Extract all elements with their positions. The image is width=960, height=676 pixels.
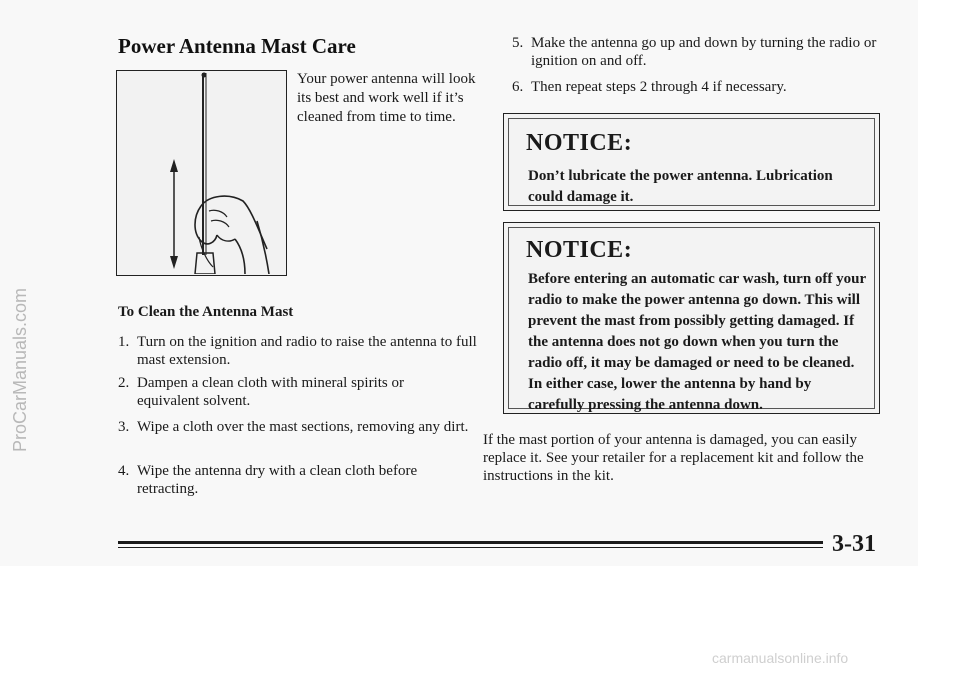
step-item	[118, 462, 463, 498]
step-item	[512, 34, 882, 70]
section-heading: To Clean the Antenna Mast	[118, 304, 294, 320]
step-number: 4.	[118, 463, 130, 479]
watermark: ProCarManuals.com	[10, 287, 30, 452]
step-text: Wipe the antenna dry with a clean cloth before retracting.	[137, 463, 418, 497]
step-number: 1.	[118, 334, 130, 350]
footer-rule	[118, 541, 823, 544]
step-number: 3.	[118, 419, 130, 435]
antenna-illustration	[116, 70, 287, 276]
step-item	[118, 418, 473, 436]
step-number: 5.	[512, 35, 524, 51]
step-text: Wipe a cloth over the mast sections, removing any dirt.	[137, 419, 469, 435]
step-number: 6.	[512, 79, 524, 95]
notice-heading: NOTICE:	[526, 130, 633, 156]
step-text: Dampen a clean cloth with mineral spirits or equivalent solvent.	[137, 375, 405, 409]
step-item	[118, 333, 483, 369]
notice-body: Don’t lubricate the power antenna. Lubrication could damage it.	[528, 168, 833, 205]
intro-text: Your power antenna will look its best and work well if it’s cleaned from time to time.	[297, 71, 476, 125]
footer-rule-thin	[118, 547, 823, 548]
step-item	[512, 78, 882, 96]
footer-url: carmanualsonline.info	[712, 650, 849, 666]
notice-box-car-wash	[503, 222, 880, 414]
page-number: 3-31	[832, 531, 876, 557]
page-title: Power Antenna Mast Care	[118, 34, 356, 58]
notice-box-lubrication	[503, 113, 880, 211]
replacement-text: If the mast portion of your antenna is damaged, you can easily replace it. See your retailer for a replacement kit and follow the instructions in the kit.	[483, 432, 864, 484]
notice-heading: NOTICE:	[526, 237, 633, 263]
step-number: 2.	[118, 375, 130, 391]
notice-body: Before entering an automatic car wash, turn off your radio to make the power antenna go down. This will prevent the mast from possibly getting damaged. If the antenna does not go down when you turn the radio off, it may be damaged or need to be cleaned. In either case, lower the antenna by hand by carefully pressing the antenna down.	[528, 271, 866, 413]
step-text: Turn on the ignition and radio to raise the antenna to full mast extension.	[137, 334, 477, 368]
step-text: Then repeat steps 2 through 4 if necessary.	[531, 79, 787, 95]
step-item	[118, 374, 463, 410]
antenna-cleaning-drawing	[117, 71, 285, 274]
step-text: Make the antenna go up and down by turning the radio or ignition on and off.	[531, 35, 877, 69]
